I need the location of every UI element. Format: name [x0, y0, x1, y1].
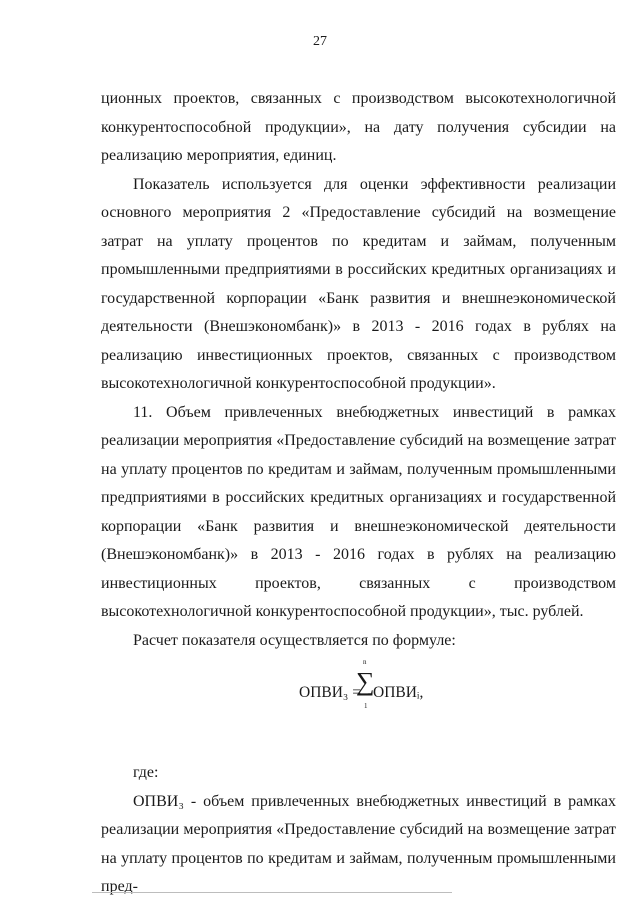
formula-sum-lower: 1: [364, 702, 368, 710]
paragraph-definition: ОПВИ₃ - объем привлеченных внебюджетных инвестиций в рамках реализации мероприятия «Предоставление субсидий на возмещение затрат на уплату процентов по кредитам и займам, полученным промышленными пред-: [101, 792, 616, 895]
footer-divider: [92, 892, 452, 893]
formula: [101, 655, 616, 731]
formula-sum-upper: n: [363, 658, 367, 666]
sum-sign: ∑: [356, 667, 375, 696]
formula-rhs: ОПВИᵢ,: [373, 684, 424, 701]
paragraph-indicator-11: 11. Объем привлеченных внебюджетных инвестиций в рамках реализации мероприятия «Предоставление субсидий на возмещение затрат на уплату процентов по кредитам и займам, полученным промышленными предприятиями в российских кредитных организациях и государственной корпорации «Банк развития и внешнеэкономической деятельности (Внешэкономбанк)» в 2013 - 2016 годах в рублях на реализацию инвестиционных проектов, связанных с производством высокотехнологичной конкурентоспособной продукции», тыс. рублей.: [101, 403, 616, 620]
formula-lhs: ОПВИ₃ =: [299, 684, 361, 701]
page-number: 27: [313, 34, 327, 49]
paragraph-formula-intro: Расчет показателя осуществляется по формуле:: [133, 631, 456, 649]
paragraph-continuation: ционных проектов, связанных с производством высокотехнологичной конкурентоспособной продукции», на дату получения субсидии на реализацию мероприятия, единиц.: [101, 90, 616, 164]
document-body: [101, 85, 616, 902]
paragraph-where: где:: [133, 764, 159, 781]
paragraph-indicator-description: Показатель используется для оценки эффективности реализации основного мероприятия 2 «Предоставление субсидий на возмещение затрат на уплату процентов по кредитам и займам, полученным промышленными предприятиями в российских кредитных организациях и государственной корпорации «Банк развития и внешнеэкономической деятельности (Внешэкономбанк)» в 2013 - 2016 годах в рублях на реализацию инвестиционных проектов, связанных с производством высокотехнологичной конкурентоспособной продукции».: [101, 175, 616, 392]
